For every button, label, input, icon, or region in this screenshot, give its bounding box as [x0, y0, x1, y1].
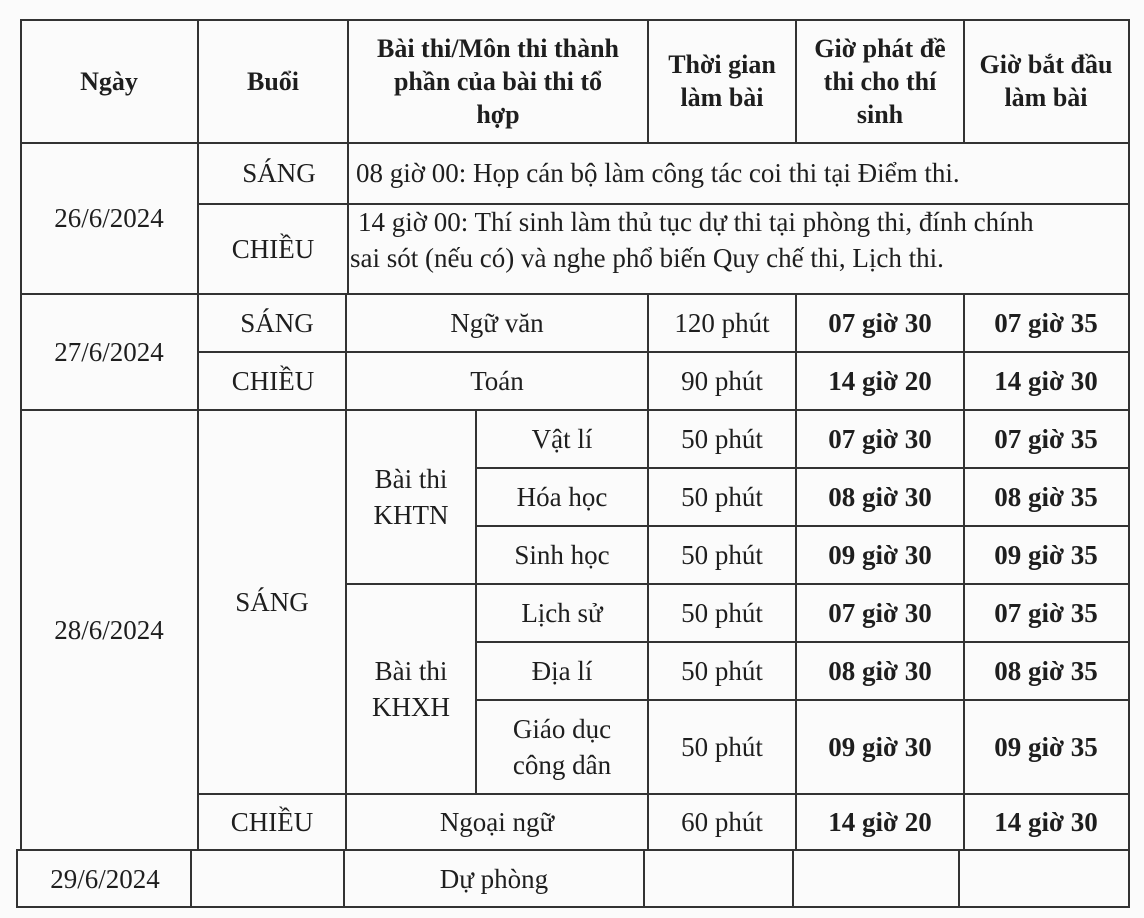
duration-cell: 50 phút — [681, 482, 763, 512]
grid-line — [198, 793, 1130, 795]
grid-line — [347, 19, 349, 294]
day-27-6: 27/6/2024 — [54, 337, 164, 367]
grid-line — [190, 849, 192, 908]
grid-line — [198, 203, 1130, 205]
subject-cell: Vật lí — [531, 424, 593, 454]
day-26-6: 26/6/2024 — [54, 203, 164, 233]
duration-cell: 50 phút — [681, 598, 763, 628]
duration-cell: 50 phút — [681, 656, 763, 686]
header-day: Ngày — [80, 66, 138, 96]
grid-line — [20, 19, 22, 850]
header-session: Buổi — [246, 66, 300, 96]
grid-line — [345, 293, 347, 850]
khtn-group-label: Bài thi KHTN — [373, 464, 449, 530]
grid-line — [16, 849, 18, 908]
start-time-cell: 08 giờ 35 — [994, 482, 1098, 512]
day1-afternoon-note-line2: sai sót (nếu có) và nghe phổ biến Quy chế thi, Lịch thi. — [350, 243, 944, 273]
session-afternoon: CHIỀU — [230, 807, 314, 837]
distribute-time-cell: 14 giờ 20 — [828, 366, 932, 396]
grid-line — [647, 293, 649, 850]
subject-cell: Địa lí — [531, 656, 593, 686]
grid-line — [963, 293, 965, 850]
header-start-time: Giờ bắt đầu làm bài — [979, 50, 1113, 112]
duration-cell: 50 phút — [681, 732, 763, 762]
grid-line — [795, 19, 797, 143]
distribute-time-cell: 09 giờ 30 — [828, 540, 932, 570]
grid-line — [476, 467, 1130, 469]
start-time-cell: 14 giờ 30 — [994, 366, 1098, 396]
grid-line — [795, 293, 797, 850]
grid-line — [647, 19, 649, 143]
duration-cell: 60 phút — [681, 807, 763, 837]
duration-cell: 90 phút — [681, 366, 763, 396]
day1-afternoon-note — [350, 204, 1130, 294]
session-morning: SÁNG — [242, 158, 316, 188]
session-morning: SÁNG — [240, 308, 314, 338]
duration-cell: 120 phút — [674, 308, 770, 338]
distribute-time-cell: 09 giờ 30 — [828, 732, 932, 762]
distribute-time-cell: 08 giờ 30 — [828, 482, 932, 512]
start-time-cell: 07 giờ 35 — [994, 598, 1098, 628]
subject-cell: Dự phòng — [439, 864, 549, 894]
distribute-time-cell: 14 giờ 20 — [828, 807, 932, 837]
start-time-cell: 09 giờ 35 — [994, 540, 1098, 570]
subject-cell: Lịch sử — [521, 598, 603, 628]
start-time-cell: 14 giờ 30 — [994, 807, 1098, 837]
distribute-time-cell: 07 giờ 30 — [828, 308, 932, 338]
subject-cell: Hóa học — [516, 482, 608, 512]
khxh-group-label: Bài thi KHXH — [372, 656, 450, 722]
grid-line — [198, 351, 1130, 353]
subject-cell: Toán — [470, 366, 524, 396]
grid-line — [643, 849, 645, 908]
grid-line — [476, 641, 1130, 643]
day-28-6: 28/6/2024 — [54, 615, 164, 645]
session-afternoon: CHIỀU — [231, 234, 315, 264]
grid-line — [343, 849, 345, 908]
session-afternoon: CHIỀU — [231, 366, 315, 396]
header-subject: Bài thi/Môn thi thành phần của bài thi tổ hợp — [376, 33, 619, 129]
start-time-cell: 07 giờ 35 — [994, 308, 1098, 338]
subject-cell: Giáo dục công dân — [512, 714, 612, 780]
grid-line — [792, 849, 794, 908]
distribute-time-cell: 07 giờ 30 — [828, 598, 932, 628]
start-time-cell: 08 giờ 35 — [994, 656, 1098, 686]
day1-morning-note: 08 giờ 00: Họp cán bộ làm công tác coi thi tại Điểm thi. — [356, 158, 960, 188]
grid-line — [346, 583, 1130, 585]
header-duration: Thời gian làm bài — [668, 50, 776, 112]
day1-afternoon-note-line1: 14 giờ 00: Thí sinh làm thủ tục dự thi tại phòng thi, đính chính — [358, 207, 1034, 237]
grid-line — [475, 409, 477, 794]
grid-line — [476, 525, 1130, 527]
distribute-time-cell: 07 giờ 30 — [828, 424, 932, 454]
header-distribute-time: Giờ phát đề thi cho thí sinh — [814, 33, 946, 129]
day-29-6: 29/6/2024 — [50, 864, 160, 894]
subject-cell: Sinh học — [514, 540, 610, 570]
grid-line — [958, 849, 960, 908]
grid-line — [197, 19, 199, 850]
start-time-cell: 07 giờ 35 — [994, 424, 1098, 454]
distribute-time-cell: 08 giờ 30 — [828, 656, 932, 686]
grid-line — [1128, 19, 1130, 908]
subject-cell: Ngữ văn — [450, 308, 544, 338]
session-morning: SÁNG — [235, 587, 309, 617]
grid-line — [476, 699, 1130, 701]
grid-line — [16, 906, 1130, 908]
start-time-cell: 09 giờ 35 — [994, 732, 1098, 762]
grid-line — [963, 19, 965, 143]
duration-cell: 50 phút — [681, 424, 763, 454]
subject-cell: Ngoại ngữ — [439, 807, 555, 837]
duration-cell: 50 phút — [681, 540, 763, 570]
